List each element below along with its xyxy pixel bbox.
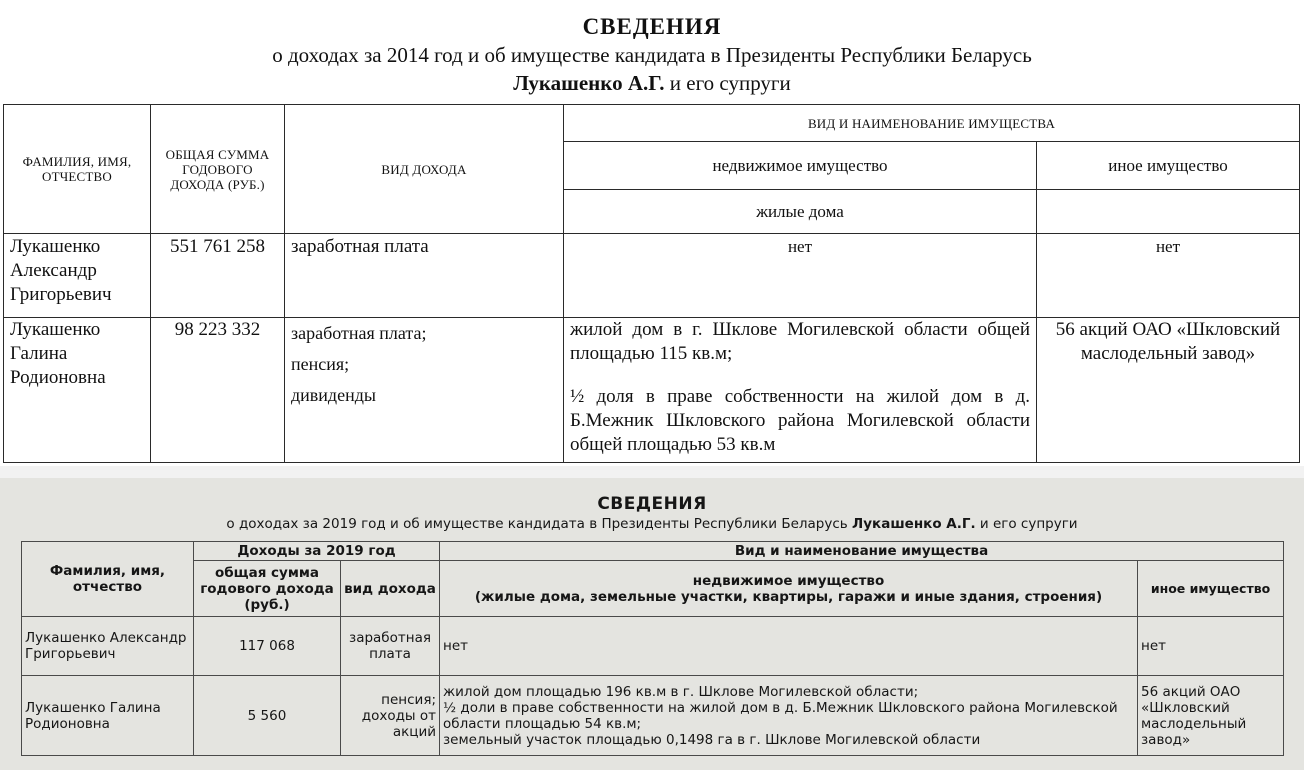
header-fio-2014: ФАМИЛИЯ, ИМЯ, ОТЧЕСТВО <box>4 105 151 234</box>
header-income-group-2019: Доходы за 2019 год <box>194 542 440 561</box>
person-name: Лукашенко Александр Григорьевич <box>4 234 151 318</box>
income-sum: 551 761 258 <box>151 234 285 318</box>
income-sum: 117 068 <box>194 617 341 676</box>
header-income-type-2019: вид дохода <box>341 561 440 617</box>
other-property: нет <box>1037 234 1300 318</box>
table-row <box>4 318 1300 463</box>
table-row <box>22 676 1284 756</box>
income-table-2019 <box>21 541 1284 756</box>
candidate-line-2014 <box>0 71 1304 96</box>
header-real-estate-2014: недвижимое имущество <box>564 142 1037 190</box>
header-row-2019 <box>22 542 1284 561</box>
candidate-name-2019: Лукашенко А.Г. <box>852 516 976 532</box>
header-income-type-2014: ВИД ДОХОДА <box>285 105 564 234</box>
header-row-2014 <box>4 105 1300 142</box>
other-property: нет <box>1138 617 1284 676</box>
declaration-2019 <box>0 478 1304 770</box>
table-row <box>22 617 1284 676</box>
real-estate: жилой дом в г. Шклове Могилевской области общей площадью 115 кв.м; ½ доля в праве собственности на жилой дом в д. Б.Межник Шкловского района Могилевской области общей площадью 53 кв.м <box>564 318 1037 463</box>
other-property: 56 акций ОАО «Шкловский маслодельный завод» <box>1138 676 1284 756</box>
header-property-2014: ВИД И НАИМЕНОВАНИЕ ИМУЩЕСТВА <box>564 105 1300 142</box>
candidate-spouse-2019: и его супруги <box>979 516 1078 532</box>
income-sum: 98 223 332 <box>151 318 285 463</box>
header-other-2019: иное имущество <box>1138 561 1284 617</box>
header-sum-2014: ОБЩАЯ СУММА ГОДОВОГО ДОХОДА (РУБ.) <box>151 105 285 234</box>
subtitle-2014: о доходах за 2014 год и об имуществе кандидата в Президенты Республики Беларусь <box>272 43 1032 67</box>
subtitle-line-2019 <box>0 516 1304 532</box>
income-type: заработная плата <box>285 234 564 318</box>
section-divider <box>0 466 1304 478</box>
header-other-2014: иное имущество <box>1037 142 1300 190</box>
header-empty-cell-2014 <box>1037 190 1300 234</box>
income-type: пенсия; доходы от акций <box>341 676 440 756</box>
other-property: 56 акций ОАО «Шкловский маслодельный завод» <box>1037 318 1300 463</box>
title-2014: СВЕДЕНИЯ <box>582 14 722 39</box>
candidate-spouse-2014: и его супруги <box>669 71 791 95</box>
real-estate: нет <box>440 617 1138 676</box>
candidate-name-2014: Лукашенко А.Г. <box>513 71 665 95</box>
header-property-2019: Вид и наименование имущества <box>440 542 1284 561</box>
header-real-estate-2019: недвижимое имущество (жилые дома, земельные участки, квартиры, гаражи и иные здания, строения) <box>440 561 1138 617</box>
income-type: заработная плата <box>341 617 440 676</box>
real-estate: нет <box>564 234 1037 318</box>
income-type: заработная плата; пенсия; дивиденды <box>285 318 564 463</box>
real-estate: жилой дом площадью 196 кв.м в г. Шклове Могилевской области; ½ доли в праве собственности на жилой дом в д. Б.Межник Шкловского района Могилевской области площадью 54 кв.м; земельный участок площадью 0,1498 га в г. Шклове Могилевской области <box>440 676 1138 756</box>
table-row <box>4 234 1300 318</box>
person-name: Лукашенко Галина Родионовна <box>4 318 151 463</box>
header-sum-2019: общая сумма годового дохода (руб.) <box>194 561 341 617</box>
person-name: Лукашенко Галина Родионовна <box>22 676 194 756</box>
header-fio-2019: Фамилия, имя, отчество <box>22 542 194 617</box>
header-houses-2014: жилые дома <box>564 190 1037 234</box>
income-table-2014 <box>3 104 1300 463</box>
subtitle-2019: о доходах за 2019 год и об имуществе кандидата в Президенты Республики Беларусь <box>226 516 848 532</box>
person-name: Лукашенко Александр Григорьевич <box>22 617 194 676</box>
title-2019: СВЕДЕНИЯ <box>597 494 707 514</box>
income-sum: 5 560 <box>194 676 341 756</box>
